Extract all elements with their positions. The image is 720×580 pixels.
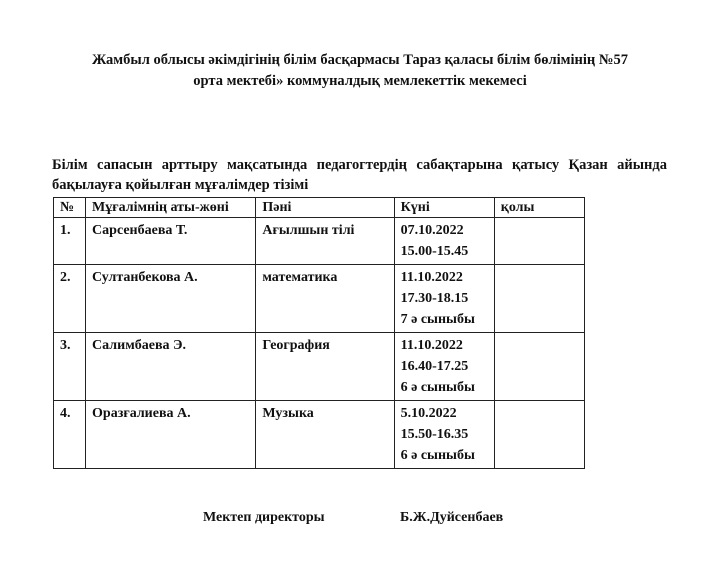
director-name: Б.Ж.Дуйсенбаев bbox=[400, 510, 504, 525]
row-class: 7 ә сыныбы bbox=[400, 312, 475, 327]
header-date: Күні bbox=[394, 198, 494, 218]
row-time: 15.50-16.35 bbox=[400, 427, 469, 442]
row-teacher-name: Сарсенбаева Т. bbox=[86, 218, 256, 265]
table-header-row bbox=[54, 198, 585, 218]
row-signature bbox=[494, 265, 584, 333]
row-date: 11.10.2022 bbox=[400, 338, 463, 353]
table-row bbox=[54, 401, 585, 469]
row-date: 07.10.2022 bbox=[400, 223, 464, 238]
intro-paragraph: Білім сапасын арттыру мақсатында педагогтердің сабақтарына қатысу Қазан айында бақылауға қойылған мұғалімдер тізімі bbox=[52, 157, 667, 193]
document-header bbox=[40, 50, 680, 92]
row-num: 2. bbox=[54, 265, 86, 333]
row-num: 4. bbox=[54, 401, 86, 469]
row-date: 11.10.2022 bbox=[400, 270, 463, 285]
row-class: 6 ә сыныбы bbox=[400, 448, 475, 463]
director-label: Мектеп директоры bbox=[203, 510, 325, 525]
row-class: 6 ә сыныбы bbox=[400, 380, 475, 395]
row-date-cell bbox=[394, 218, 494, 265]
row-date-cell bbox=[394, 401, 494, 469]
row-time: 15.00-15.45 bbox=[400, 244, 469, 259]
header-subject: Пәні bbox=[256, 198, 394, 218]
row-date: 5.10.2022 bbox=[400, 406, 457, 421]
row-time: 17.30-18.15 bbox=[400, 291, 469, 306]
row-subject: География bbox=[256, 333, 394, 401]
header-line-2: орта мектебі» коммуналдық мемлекеттік мекемесі bbox=[193, 73, 527, 89]
row-time: 16.40-17.25 bbox=[400, 359, 469, 374]
header-signature: қолы bbox=[494, 198, 584, 218]
row-signature bbox=[494, 333, 584, 401]
header-name: Мұғалімнің аты-жөні bbox=[86, 198, 256, 218]
row-teacher-name: Салимбаева Э. bbox=[86, 333, 256, 401]
row-num: 3. bbox=[54, 333, 86, 401]
table-row bbox=[54, 265, 585, 333]
table-row bbox=[54, 218, 585, 265]
row-subject: математика bbox=[256, 265, 394, 333]
row-num: 1. bbox=[54, 218, 86, 265]
row-date-cell bbox=[394, 333, 494, 401]
row-teacher-name: Оразғалиева А. bbox=[86, 401, 256, 469]
header-line-1: Жамбыл облысы әкімдігінің білім басқармасы Тараз қаласы білім бөлімінің №57 bbox=[92, 52, 628, 68]
teachers-table bbox=[53, 197, 585, 469]
row-teacher-name: Султанбекова А. bbox=[86, 265, 256, 333]
row-date-cell bbox=[394, 265, 494, 333]
row-signature bbox=[494, 401, 584, 469]
row-signature bbox=[494, 218, 584, 265]
table-row bbox=[54, 333, 585, 401]
header-num: № bbox=[54, 198, 86, 218]
row-subject: Музыка bbox=[256, 401, 394, 469]
row-subject: Ағылшын тілі bbox=[256, 218, 394, 265]
